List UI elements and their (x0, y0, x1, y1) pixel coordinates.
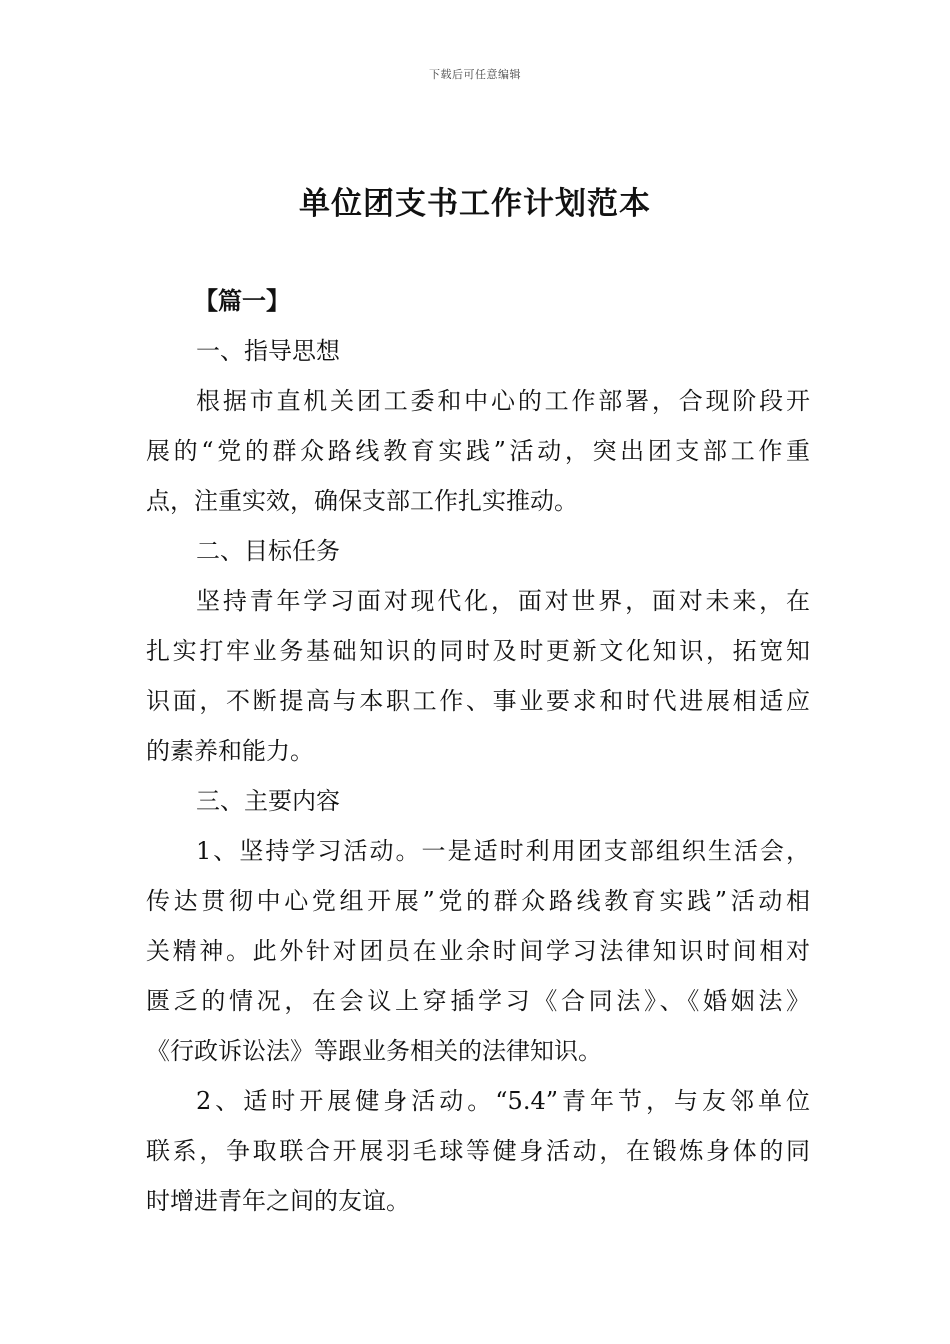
paragraph-line: 的素养和能力。 (146, 737, 314, 765)
heading-main-content: 三、主要内容 (196, 787, 340, 815)
paragraph-goals-tasks (146, 576, 810, 776)
paragraph-line: 2、适时开展健身活动。“5.4”青年节，与友邻单位 (196, 1087, 810, 1115)
heading-guiding-ideology: 一、指导思想 (196, 337, 340, 365)
paragraph-fitness-activities (146, 1076, 810, 1226)
paragraph-line: 关精神。此外针对团员在业余时间学习法律知识时间相对 (146, 937, 810, 965)
paragraph-line: 匮乏的情况，在会议上穿插学习《合同法》、《婚姻法》 (146, 987, 810, 1015)
paragraph-line: 坚持青年学习面对现代化，面对世界，面对未来，在 (196, 587, 810, 615)
paragraph-line: 扎实打牢业务基础知识的同时及时更新文化知识，拓宽知 (146, 637, 810, 665)
paragraph-line: 展的“党的群众路线教育实践”活动，突出团支部工作重 (146, 437, 810, 465)
paragraph-line: 1、坚持学习活动。一是适时利用团支部组织生活会， (196, 837, 810, 865)
paragraph-line: 点，注重实效，确保支部工作扎实推动。 (146, 487, 578, 515)
paragraph-line: 传达贯彻中心党组开展”党的群众路线教育实践”活动相 (146, 887, 810, 915)
document-body (146, 276, 810, 1226)
document-title: 单位团支书工作计划范本 (299, 186, 651, 222)
header-note: 下载后可任意编辑 (429, 68, 521, 81)
paragraph-line: 联系，争取联合开展羽毛球等健身活动，在锻炼身体的同 (146, 1137, 810, 1165)
section-tag: 【篇一】 (194, 286, 290, 315)
paragraph-study-activities (146, 826, 810, 1076)
paragraph-line: 识面，不断提高与本职工作、事业要求和时代进展相适应 (146, 687, 810, 715)
paragraph-line: 时增进青年之间的友谊。 (146, 1187, 410, 1215)
paragraph-line: 根据市直机关团工委和中心的工作部署，合现阶段开 (196, 387, 810, 415)
paragraph-line: 《行政诉讼法》等跟业务相关的法律知识。 (146, 1037, 602, 1065)
heading-goals-tasks: 二、目标任务 (196, 537, 340, 565)
paragraph-guiding-ideology (146, 376, 810, 526)
